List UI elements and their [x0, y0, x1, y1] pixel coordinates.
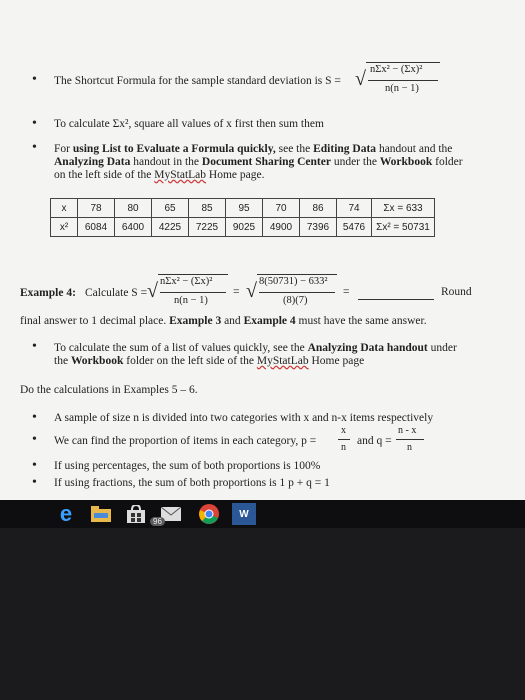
- q-numerator: n - x: [398, 425, 417, 436]
- proportion-note: We can find the proportion of items in each category, p =: [54, 435, 317, 447]
- table-cell: 65: [152, 199, 189, 218]
- sample-size-note: A sample of size n is divided into two categories with x and n-x items respectively: [54, 412, 434, 424]
- radical-bar: [158, 274, 228, 275]
- equals-sign: =: [233, 286, 240, 298]
- example4-sub-numerator: 8(50731) − 633²: [259, 276, 328, 287]
- sum-list-note: To calculate the sum of a list of values quickly, see the Analyzing Data handout under the Workbook folder on the left side of the MyStatLab Home page: [54, 342, 457, 367]
- bullet-dot: •: [32, 475, 37, 490]
- mail-icon[interactable]: [153, 503, 182, 526]
- equals-sign: =: [343, 286, 350, 298]
- table-cell: 95: [226, 199, 263, 218]
- row-label: x: [51, 199, 78, 218]
- file-explorer-icon[interactable]: [90, 503, 112, 525]
- table-cell: 7396: [300, 218, 337, 237]
- formula-numerator: nΣx² − (Σx)²: [370, 64, 423, 75]
- fraction-line: [396, 439, 424, 440]
- table-cell: 80: [115, 199, 152, 218]
- table-row: [51, 218, 435, 237]
- chrome-icon[interactable]: [198, 503, 220, 525]
- bullet-dot: •: [32, 410, 37, 425]
- table-cell: 4225: [152, 218, 189, 237]
- fraction-line: [160, 292, 226, 293]
- radical-bar: [366, 62, 440, 63]
- table-cell: 5476: [337, 218, 372, 237]
- taskbar: [0, 500, 525, 528]
- fraction-line: [259, 292, 335, 293]
- table-cell: 78: [78, 199, 115, 218]
- data-table: [50, 198, 435, 237]
- instruction-line: Do the calculations in Examples 5 – 6.: [20, 384, 198, 396]
- bullet-dot: •: [32, 339, 37, 354]
- fractions-note: If using fractions, the sum of both proportions is 1 p + q = 1: [54, 477, 330, 489]
- table-cell: 7225: [189, 218, 226, 237]
- percentages-note: If using percentages, the sum of both proportions is 100%: [54, 460, 321, 472]
- round-instruction: final answer to 1 decimal place. Example 3 and Example 4 must have the same answer.: [20, 315, 427, 327]
- fraction-line: [368, 80, 438, 81]
- edge-browser-icon[interactable]: e: [59, 501, 73, 526]
- example4-label: Example 4:: [20, 287, 76, 299]
- store-icon[interactable]: [125, 503, 147, 525]
- radical-sign: √: [246, 280, 257, 302]
- mail-badge: 96: [150, 517, 165, 526]
- bullet-dot: •: [32, 432, 37, 447]
- radical-bar: [257, 274, 337, 275]
- bullet-dot: •: [32, 458, 37, 473]
- answer-blank[interactable]: [358, 299, 434, 300]
- row-label: x²: [51, 218, 78, 237]
- table-cell: 85: [189, 199, 226, 218]
- bullet-dot: •: [32, 140, 37, 155]
- list-evaluate-note: For using List to Evaluate a Formula quickly, see the Editing Data handout and the Analyzing Data handout in the Document Sharing Center under the Workbook folder on the left side of the MyStatLab Home page.: [54, 143, 463, 181]
- p-denominator: n: [341, 442, 346, 453]
- sum-cell: Σx = 633: [372, 199, 435, 218]
- example4-calc: Calculate S =: [85, 287, 148, 299]
- table-row: [51, 199, 435, 218]
- sum-squares-note: To calculate Σx², square all values of x first then sum them: [54, 118, 324, 130]
- table-cell: 86: [300, 199, 337, 218]
- example4-numerator: nΣx² − (Σx)²: [160, 276, 213, 287]
- table-cell: 4900: [263, 218, 300, 237]
- example4-denominator: n(n − 1): [174, 295, 208, 306]
- formula-intro: The Shortcut Formula for the sample standard deviation is S =: [54, 75, 341, 87]
- table-cell: 9025: [226, 218, 263, 237]
- sum-cell: Σx² = 50731: [372, 218, 435, 237]
- q-label: and q =: [357, 435, 392, 447]
- p-numerator: x: [341, 425, 346, 436]
- word-icon[interactable]: W: [232, 503, 256, 525]
- table-cell: 70: [263, 199, 300, 218]
- table-cell: 6084: [78, 218, 115, 237]
- bullet-dot: •: [32, 116, 37, 131]
- table-cell: 6400: [115, 218, 152, 237]
- example4-sub-denominator: (8)(7): [283, 295, 308, 306]
- fraction-line: [338, 439, 350, 440]
- radical-sign: √: [147, 280, 158, 302]
- table-cell: 74: [337, 199, 372, 218]
- formula-denominator: n(n − 1): [385, 83, 419, 94]
- q-denominator: n: [407, 442, 412, 453]
- background-area: [0, 528, 525, 700]
- bullet-dot: •: [32, 72, 37, 87]
- radical-sign: √: [355, 68, 366, 90]
- round-text: Round: [441, 286, 472, 298]
